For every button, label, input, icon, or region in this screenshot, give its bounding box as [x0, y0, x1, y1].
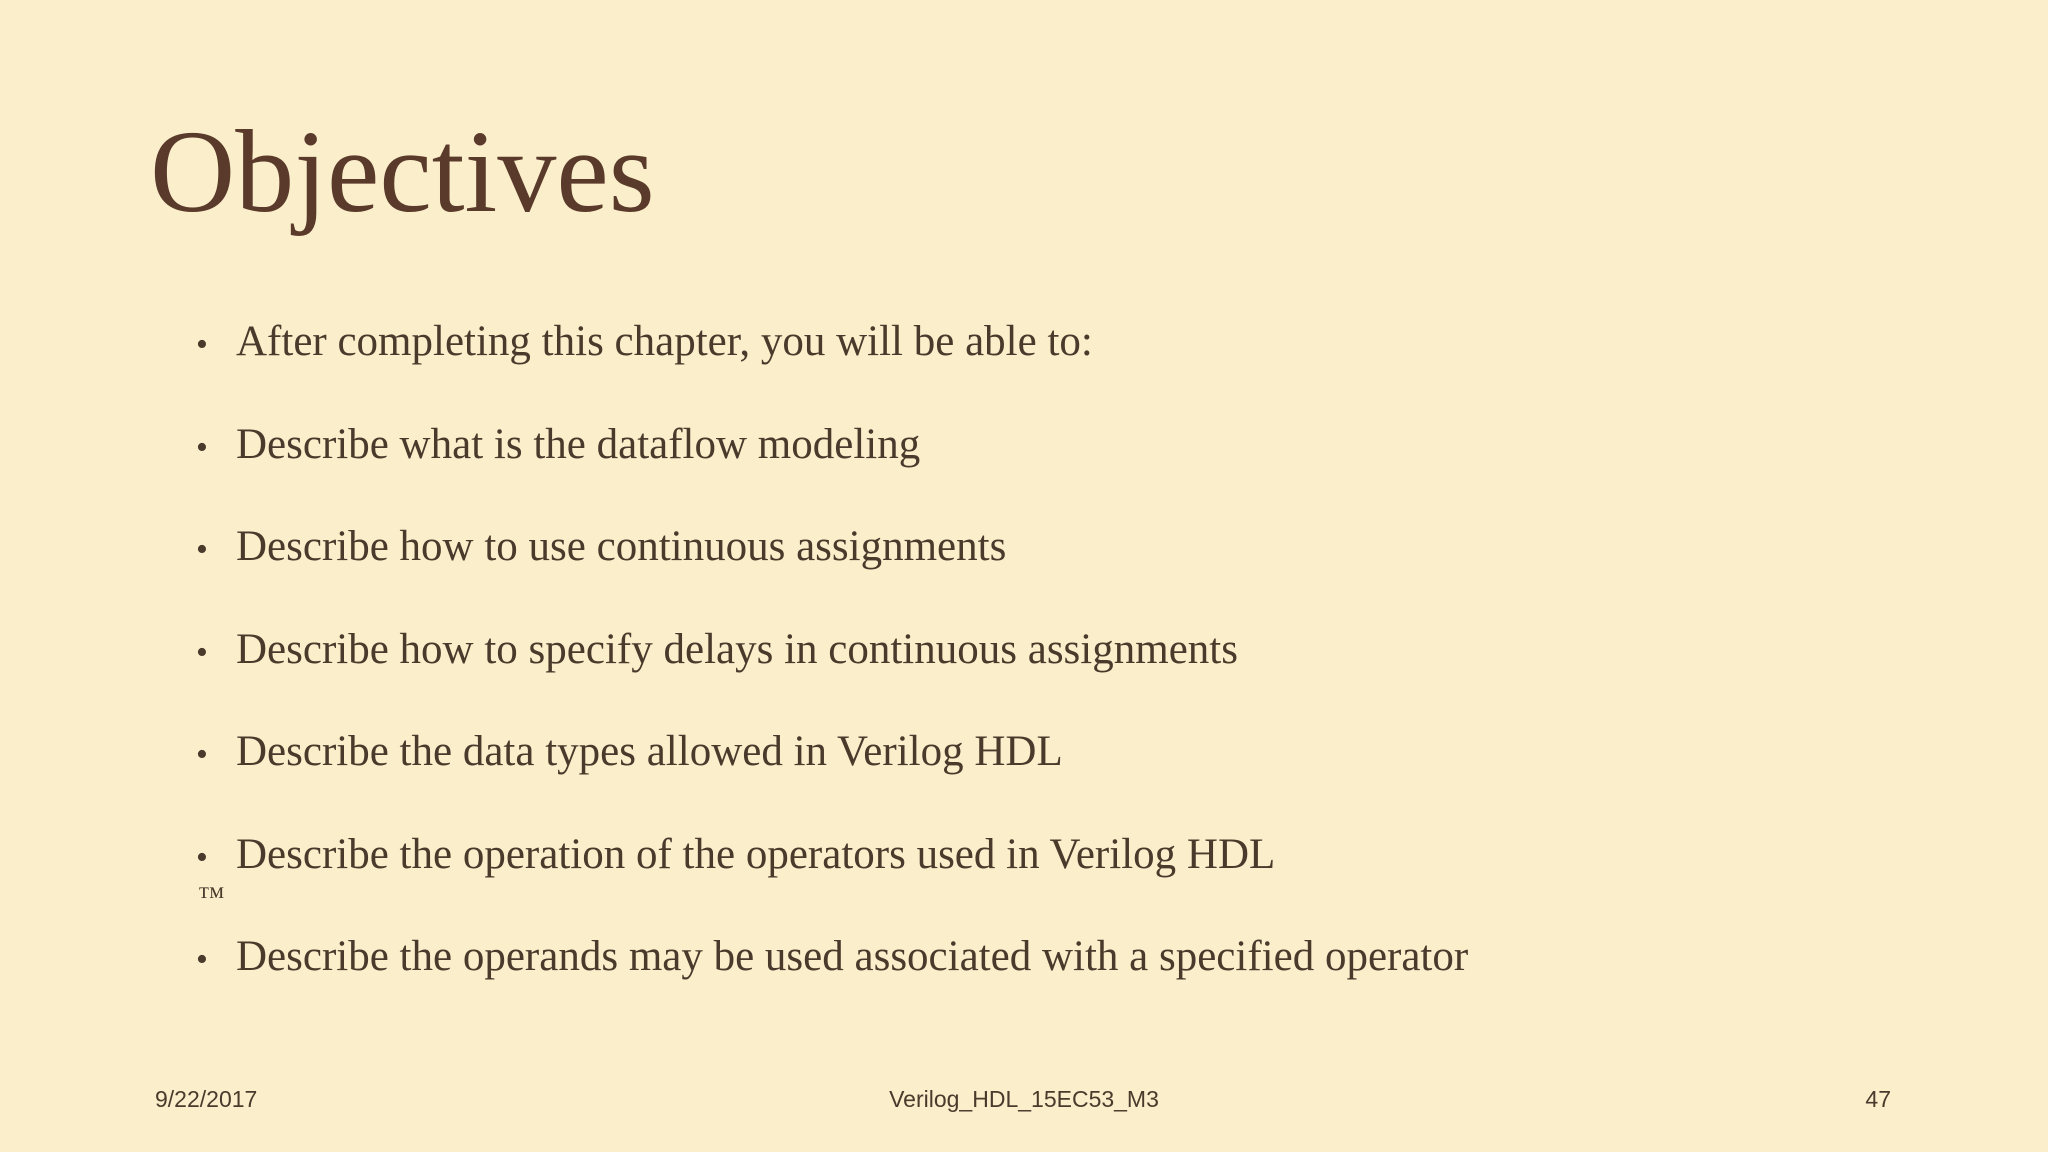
- bullet-text: Describe how to use continuous assignments: [236, 523, 1007, 570]
- list-item: [196, 411, 1468, 514]
- bullet-text: Describe what is the dataflow modeling: [236, 420, 921, 468]
- slide-title: Objectives: [150, 106, 655, 237]
- list-item: [196, 821, 1468, 924]
- bullet-text: Describe the operation of the operators used in Verilog HDL: [236, 830, 1276, 878]
- list-item: [196, 308, 1468, 411]
- list-item: [196, 923, 1468, 1026]
- bullet-icon: •: [196, 531, 208, 568]
- bullet-text: Describe the operands may be used associated with a specified operator: [236, 933, 1469, 980]
- bullet-list: [196, 308, 1468, 1026]
- list-item: [196, 718, 1468, 821]
- footer-date: 9/22/2017: [155, 1086, 258, 1112]
- bullet-text: After completing this chapter, you will be able to:: [236, 318, 1093, 365]
- footer-title: Verilog_HDL_15EC53_M3: [889, 1086, 1159, 1112]
- list-item: [196, 616, 1468, 719]
- bullet-icon: •: [196, 326, 208, 363]
- bullet-text: Describe how to specify delays in continuous assignments: [236, 625, 1238, 673]
- list-item: [196, 513, 1468, 616]
- bullet-icon: •: [196, 736, 208, 773]
- bullet-icon: •: [196, 838, 208, 876]
- trademark-symbol: ™: [198, 881, 225, 911]
- bullet-icon: •: [196, 941, 208, 978]
- bullet-text: Describe the data types allowed in Verilog HDL: [236, 728, 1063, 775]
- bullet-icon: •: [196, 633, 208, 671]
- page-number: 47: [1865, 1086, 1891, 1112]
- bullet-icon: •: [196, 428, 208, 466]
